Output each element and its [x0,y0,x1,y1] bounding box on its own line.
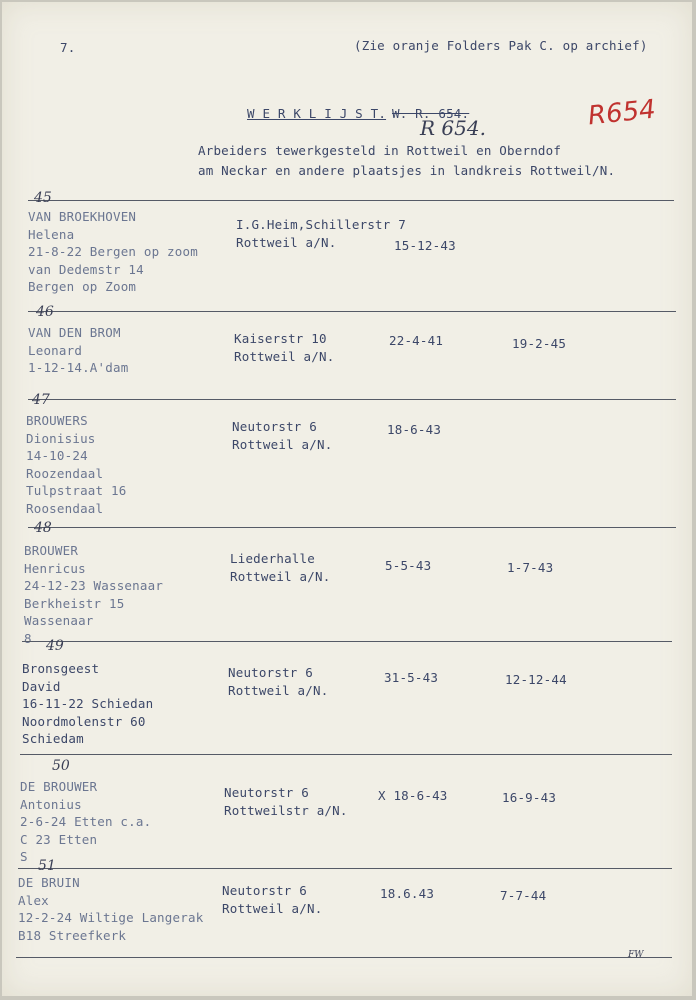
divider [28,311,676,312]
entry-workplace: Neutorstr 6 Rottweilstr a/N. [224,785,348,818]
entry-workplace: Kaiserstr 10 Rottweil a/N. [234,331,335,364]
entry-number: 46 [36,304,54,320]
document-page [2,2,692,996]
divider [28,399,676,400]
handwritten-code: R 654. [420,116,486,140]
entry-workplace: Neutorstr 6 Rottweil a/N. [222,883,323,916]
entry-date-end: 12-12-44 [505,672,567,687]
red-stamp: R654 [586,94,658,132]
entry-workplace: Neutorstr 6 Rottweil a/N. [232,419,333,452]
entry-person: DE BRUIN Alex 12-2-24 Wiltige Langerak B18 Streefkerk [18,875,204,943]
struck-code: W. R. 654. [392,106,470,121]
divider [16,957,672,958]
entry-date-end: 7-7-44 [500,888,547,903]
divider [18,868,672,869]
entry-number: 45 [34,190,52,206]
document-title: W E R K L I J S T. [247,106,387,121]
entry-number: 50 [52,758,70,774]
entry-person: BROUWER Henricus 24-12-23 Wassenaar Berkheistr 15 Wassenaar 8 [24,543,164,646]
entry-date-end: 19-2-45 [512,336,567,351]
divider [20,754,672,755]
entry-person: VAN BROEKHOVEN Helena 21-8-22 Bergen op zoom van Dedemstr 14 Bergen op Zoom [28,209,198,295]
footer-initials: FW [628,950,644,960]
entry-date-start: 18.6.43 [380,886,435,901]
entry-date-start: 15-12-43 [394,238,456,253]
entry-date-end: 1-7-43 [507,560,554,575]
divider [28,200,674,201]
entry-person: DE BROUWER Antonius 2-6-24 Etten c.a. C 23 Etten S [20,779,152,865]
entry-person: BROUWERS Dionisius 14-10-24 Roozendaal Tulpstraat 16 Roosendaal [26,413,127,516]
entry-number: 47 [32,392,50,408]
entry-date-start: 18-6-43 [387,422,442,437]
entry-workplace: Neutorstr 6 Rottweil a/N. [228,665,329,698]
entry-person: VAN DEN BROM Leonard 1-12-14.A'dam [28,325,129,376]
entry-date-start: X 18-6-43 [378,788,448,803]
page-number: 7. [60,40,76,55]
subtitle-line-2: am Neckar en andere plaatsjes in landkreis Rottweil/N. [198,163,616,178]
divider [28,527,676,528]
entry-workplace: Liederhalle Rottweil a/N. [230,551,331,584]
divider [22,641,672,642]
entry-person: Bronsgeest David 16-11-22 Schiedan Noordmolenstr 60 Schiedam [22,661,154,747]
entry-workplace: I.G.Heim,Schillerstr 7 Rottweil a/N. [236,217,406,250]
entry-number: 48 [34,520,52,536]
entry-date-start: 31-5-43 [384,670,439,685]
archive-note: (Zie oranje Folders Pak C. op archief) [354,38,648,53]
entry-number: 51 [38,858,56,874]
entry-date-start: 5-5-43 [385,558,432,573]
entry-date-end: 16-9-43 [502,790,557,805]
entry-number: 49 [46,638,64,654]
subtitle-line-1: Arbeiders tewerkgesteld in Rottweil en Oberndof [198,143,562,158]
entry-date-start: 22-4-41 [389,333,444,348]
